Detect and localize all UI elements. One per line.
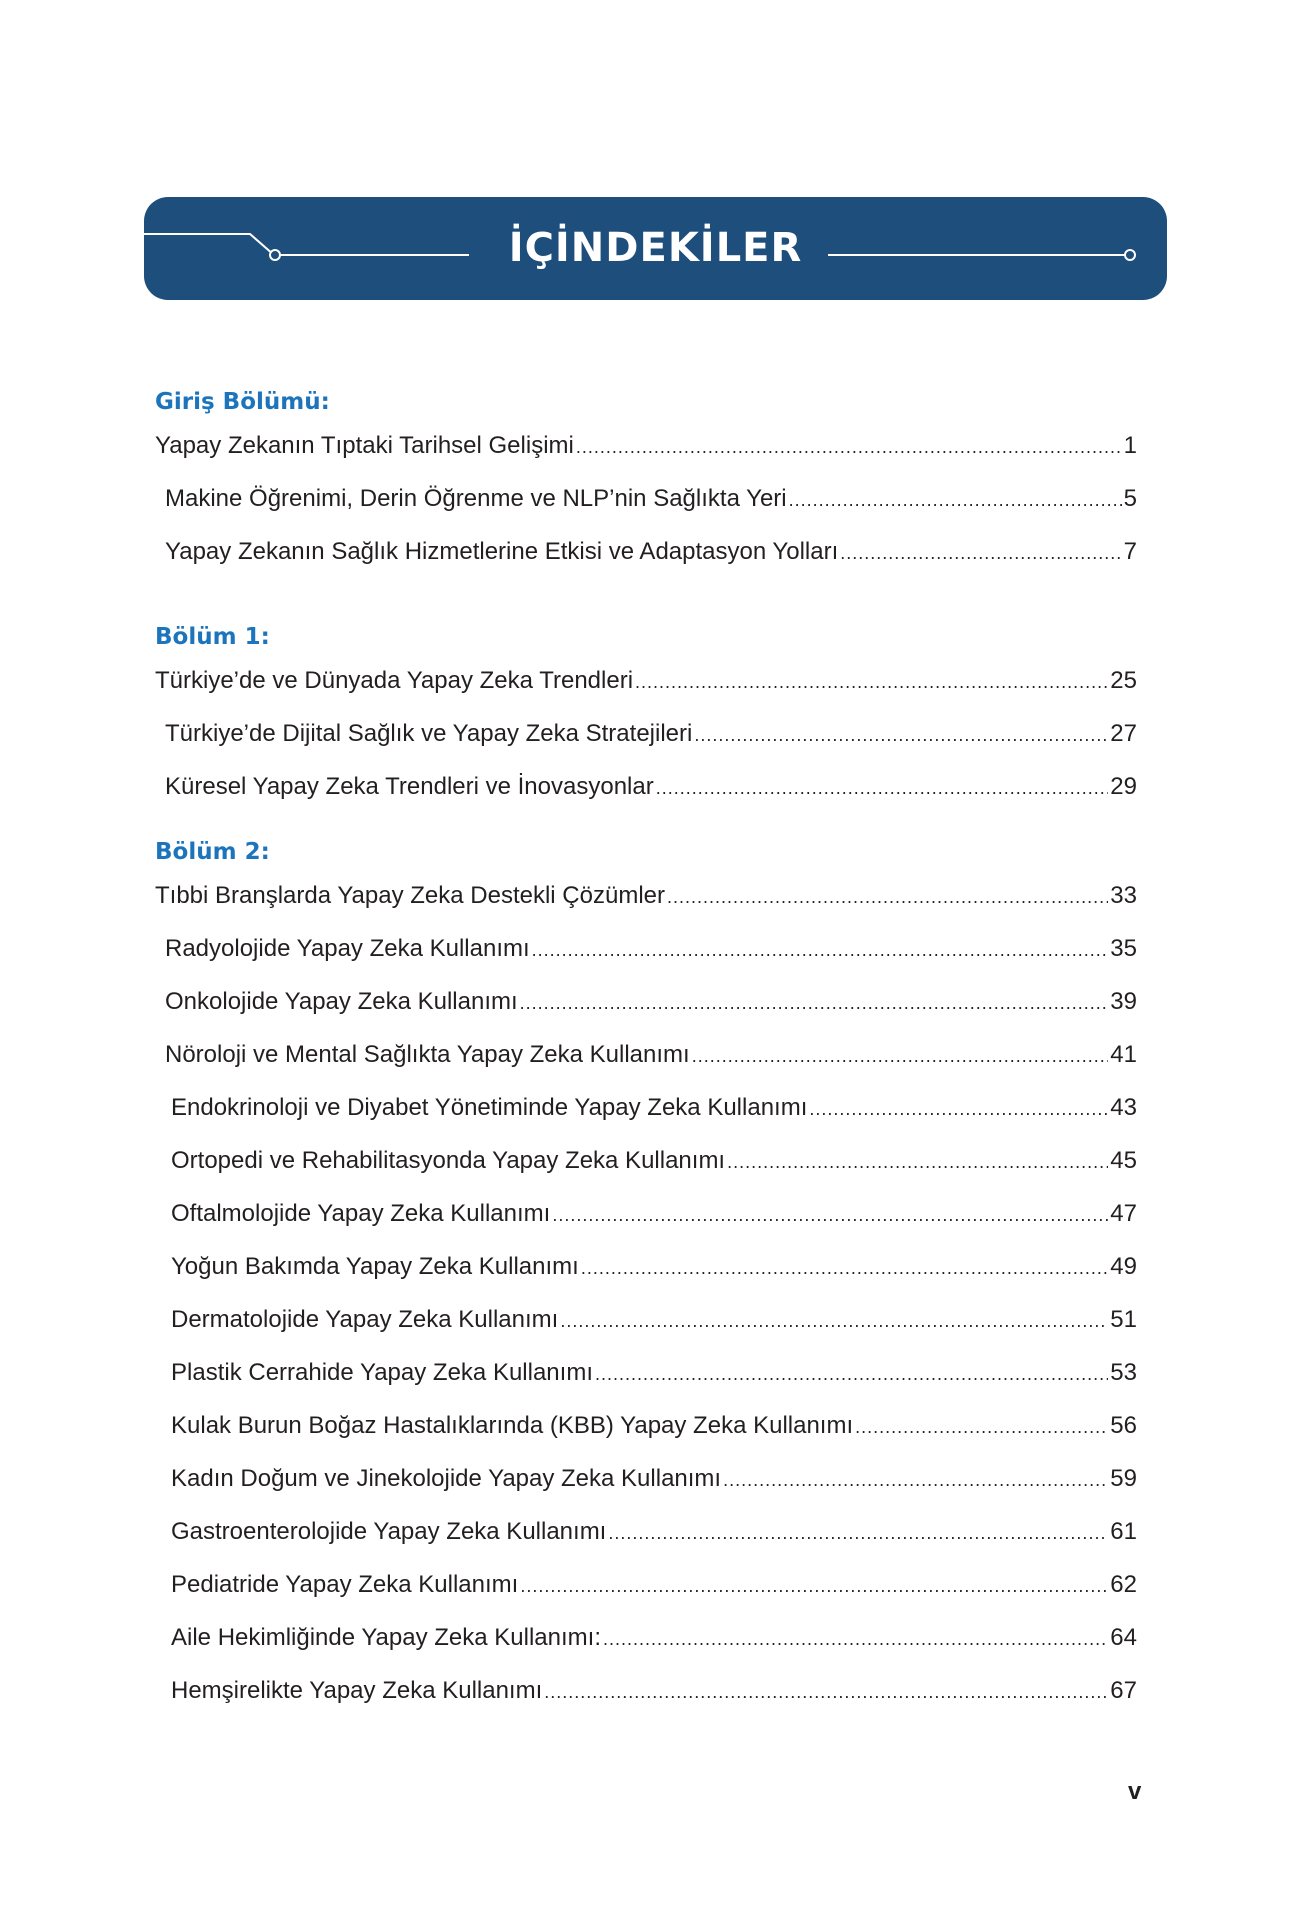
- entry-title: Makine Öğrenimi, Derin Öğrenme ve NLP’nin Sağlıkta Yeri: [165, 485, 787, 512]
- entry-page: 64: [1110, 1624, 1137, 1651]
- toc-entry[interactable]: [155, 1568, 1137, 1621]
- page-title: İÇİNDEKİLER: [508, 225, 803, 271]
- entry-title: Yapay Zekanın Tıptaki Tarihsel Gelişimi: [155, 432, 574, 459]
- dot-leader: [603, 1622, 1108, 1656]
- entry-title: Türkiye’de ve Dünyada Yapay Zeka Trendleri: [155, 667, 634, 694]
- entry-page: 53: [1110, 1359, 1137, 1386]
- entry-title: Hemşirelikte Yapay Zeka Kullanımı: [171, 1677, 543, 1704]
- dot-leader: [520, 1569, 1108, 1603]
- entry-page: 49: [1110, 1253, 1137, 1280]
- entry-page: 35: [1110, 935, 1137, 962]
- dot-leader: [544, 1675, 1108, 1709]
- dot-leader: [532, 933, 1109, 967]
- toc-entry[interactable]: [155, 1197, 1137, 1250]
- page-number: v: [1128, 1778, 1142, 1805]
- entry-page: 61: [1110, 1518, 1137, 1545]
- dot-leader: [560, 1304, 1108, 1338]
- dot-leader: [656, 771, 1109, 805]
- entry-page: 39: [1110, 988, 1137, 1015]
- section-intro: [155, 385, 1137, 588]
- toc-banner: [144, 197, 1167, 300]
- section-bolum-1: [155, 620, 1137, 823]
- entry-page: 45: [1110, 1147, 1137, 1174]
- dot-leader: [855, 1410, 1108, 1444]
- dot-leader: [635, 665, 1108, 699]
- entry-title: Dermatolojide Yapay Zeka Kullanımı: [171, 1306, 559, 1333]
- entry-page: 29: [1110, 773, 1137, 800]
- toc-entry[interactable]: [155, 429, 1137, 482]
- entry-title: Küresel Yapay Zeka Trendleri ve İnovasyonlar: [165, 773, 654, 800]
- dot-leader: [608, 1516, 1108, 1550]
- entry-page: 67: [1110, 1677, 1137, 1704]
- entry-page: 47: [1110, 1200, 1137, 1227]
- table-of-contents: [155, 385, 1137, 1727]
- toc-entry[interactable]: [155, 664, 1137, 717]
- toc-entry[interactable]: [155, 770, 1137, 823]
- entry-page: 1: [1123, 432, 1137, 459]
- entry-title: Nöroloji ve Mental Sağlıkta Yapay Zeka Kullanımı: [165, 1041, 690, 1068]
- dot-leader: [840, 536, 1121, 570]
- toc-entry[interactable]: [155, 535, 1137, 588]
- entry-page: 56: [1110, 1412, 1137, 1439]
- entry-page: 59: [1110, 1465, 1137, 1492]
- entry-title: Ortopedi ve Rehabilitasyonda Yapay Zeka Kullanımı: [171, 1147, 726, 1174]
- toc-entry[interactable]: [155, 1250, 1137, 1303]
- dot-leader: [576, 430, 1122, 464]
- entry-title: Onkolojide Yapay Zeka Kullanımı: [165, 988, 518, 1015]
- toc-entry[interactable]: [155, 1303, 1137, 1356]
- entry-title: Endokrinoloji ve Diyabet Yönetiminde Yapay Zeka Kullanımı: [171, 1094, 808, 1121]
- toc-entry[interactable]: [155, 717, 1137, 770]
- entry-title: Yoğun Bakımda Yapay Zeka Kullanımı: [171, 1253, 579, 1280]
- section-heading: Giriş Bölümü:: [155, 389, 330, 415]
- toc-entry[interactable]: [155, 1674, 1137, 1727]
- toc-entry[interactable]: [155, 1409, 1137, 1462]
- section-bolum-2: [155, 835, 1137, 1727]
- entry-title: Oftalmolojide Yapay Zeka Kullanımı: [171, 1200, 551, 1227]
- entry-title: Gastroenterolojide Yapay Zeka Kullanımı: [171, 1518, 607, 1545]
- toc-entry[interactable]: [155, 1515, 1137, 1568]
- entry-page: 62: [1110, 1571, 1137, 1598]
- dot-leader: [694, 718, 1108, 752]
- dot-leader: [723, 1463, 1108, 1497]
- dot-leader: [552, 1198, 1108, 1232]
- dot-leader: [520, 986, 1109, 1020]
- dot-leader: [809, 1092, 1108, 1126]
- entry-page: 25: [1110, 667, 1137, 694]
- entry-page: 43: [1110, 1094, 1137, 1121]
- toc-entry[interactable]: [155, 1091, 1137, 1144]
- dot-leader: [667, 880, 1108, 914]
- entry-title: Kadın Doğum ve Jinekolojide Yapay Zeka Kullanımı: [171, 1465, 722, 1492]
- entry-page: 41: [1110, 1041, 1137, 1068]
- toc-entry[interactable]: [155, 879, 1137, 932]
- toc-entry[interactable]: [155, 1462, 1137, 1515]
- entry-page: 27: [1110, 720, 1137, 747]
- dot-leader: [581, 1251, 1108, 1285]
- toc-entry[interactable]: [155, 932, 1137, 985]
- entry-page: 5: [1123, 485, 1137, 512]
- entry-title: Kulak Burun Boğaz Hastalıklarında (KBB) Yapay Zeka Kullanımı: [171, 1412, 854, 1439]
- section-heading: Bölüm 2:: [155, 839, 270, 865]
- toc-entry[interactable]: [155, 482, 1137, 535]
- dot-leader: [727, 1145, 1108, 1179]
- section-heading: Bölüm 1:: [155, 624, 270, 650]
- toc-entry[interactable]: [155, 1144, 1137, 1197]
- toc-entry[interactable]: [155, 1356, 1137, 1409]
- entry-title: Pediatride Yapay Zeka Kullanımı: [171, 1571, 519, 1598]
- toc-entry[interactable]: [155, 1038, 1137, 1091]
- dot-leader: [595, 1357, 1108, 1391]
- dot-leader: [692, 1039, 1109, 1073]
- entry-page: 51: [1110, 1306, 1137, 1333]
- entry-title: Yapay Zekanın Sağlık Hizmetlerine Etkisi ve Adaptasyon Yolları: [165, 538, 839, 565]
- entry-title: Türkiye’de Dijital Sağlık ve Yapay Zeka Stratejileri: [165, 720, 693, 747]
- entry-page: 7: [1123, 538, 1137, 565]
- toc-entry[interactable]: [155, 1621, 1137, 1674]
- entry-title: Plastik Cerrahide Yapay Zeka Kullanımı: [171, 1359, 593, 1386]
- entry-title: Tıbbi Branşlarda Yapay Zeka Destekli Çözümler: [155, 882, 665, 909]
- entry-title: Radyolojide Yapay Zeka Kullanımı: [165, 935, 530, 962]
- toc-entry[interactable]: [155, 985, 1137, 1038]
- entry-title: Aile Hekimliğinde Yapay Zeka Kullanımı:: [171, 1624, 601, 1651]
- entry-page: 33: [1110, 882, 1137, 909]
- dot-leader: [789, 483, 1122, 517]
